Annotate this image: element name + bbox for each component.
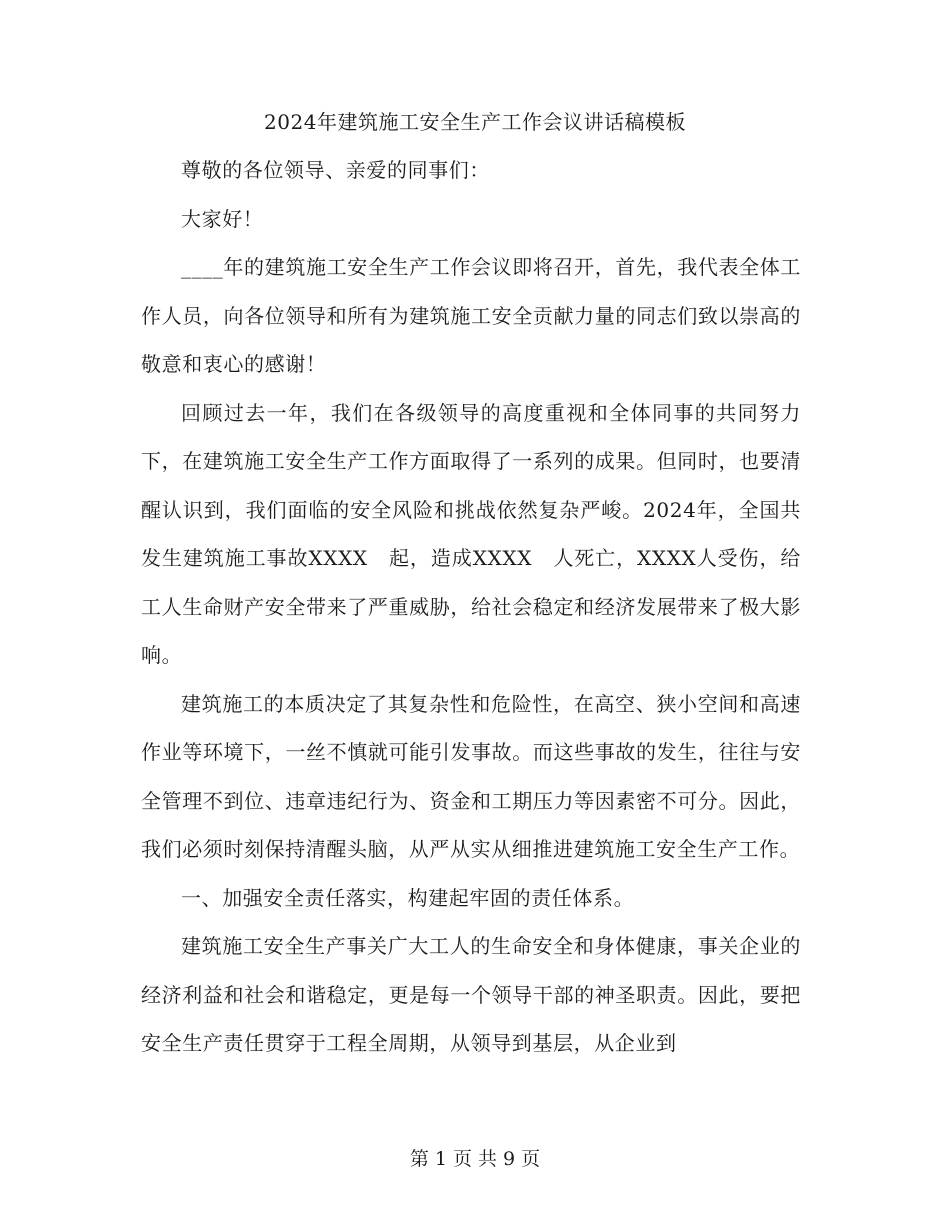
paragraph-intro: ____年的建筑施工安全生产工作会议即将召开，首先，我代表全体工作人员，向各位领导和所有为建筑施工安全贡献力量的同志们致以崇高的敬意和衷心的感谢！ xyxy=(141,255,801,376)
greeting: 大家好！ xyxy=(181,206,264,231)
salutation: 尊敬的各位领导、亲爱的同事们： xyxy=(181,158,490,182)
paragraph-responsibility: 建筑施工安全生产事关广大工人的生命安全和身体健康，事关企业的经济利益和社会和谐稳定，更是每一个领导干部的神圣职责。因此，要把安全生产责任贯穿于工程全周期，从领导到基层，从企业到 xyxy=(141,934,801,1055)
section-heading-1: 一、加强安全责任落实，构建起牢固的责任体系。 xyxy=(181,885,635,910)
document-title: 2024年建筑施工安全生产工作会议讲话稿模板 xyxy=(264,110,686,134)
paragraph-nature: 建筑施工的本质决定了其复杂性和危险性，在高空、狭小空间和高速作业等环境下，一丝不慎就可能引发事故。而这些事故的发生，往往与安全管理不到位、违章违纪行为、资金和工期压力等因素密不可分。因此，我们必须时刻保持清醒头脑，从严从实从细推进建筑施工安全生产工作。 xyxy=(141,691,801,861)
paragraph-review: 回顾过去一年，我们在各级领导的高度重视和全体同事的共同努力下，在建筑施工安全生产工作方面取得了一系列的成果。但同时，也要清醒认识到，我们面临的安全风险和挑战依然复杂严峻。2024年，全国共发生建筑施工事故XXXX 起，造成XXXX 人死亡，XXXX人受伤，给工人生命财产安全带来了严重威胁，给社会稳定和经济发展带来了极大影响。 xyxy=(141,400,801,667)
page-number: 第 1 页 共 9 页 xyxy=(409,1148,541,1170)
document-body xyxy=(141,146,801,1068)
page-footer xyxy=(0,1144,950,1174)
